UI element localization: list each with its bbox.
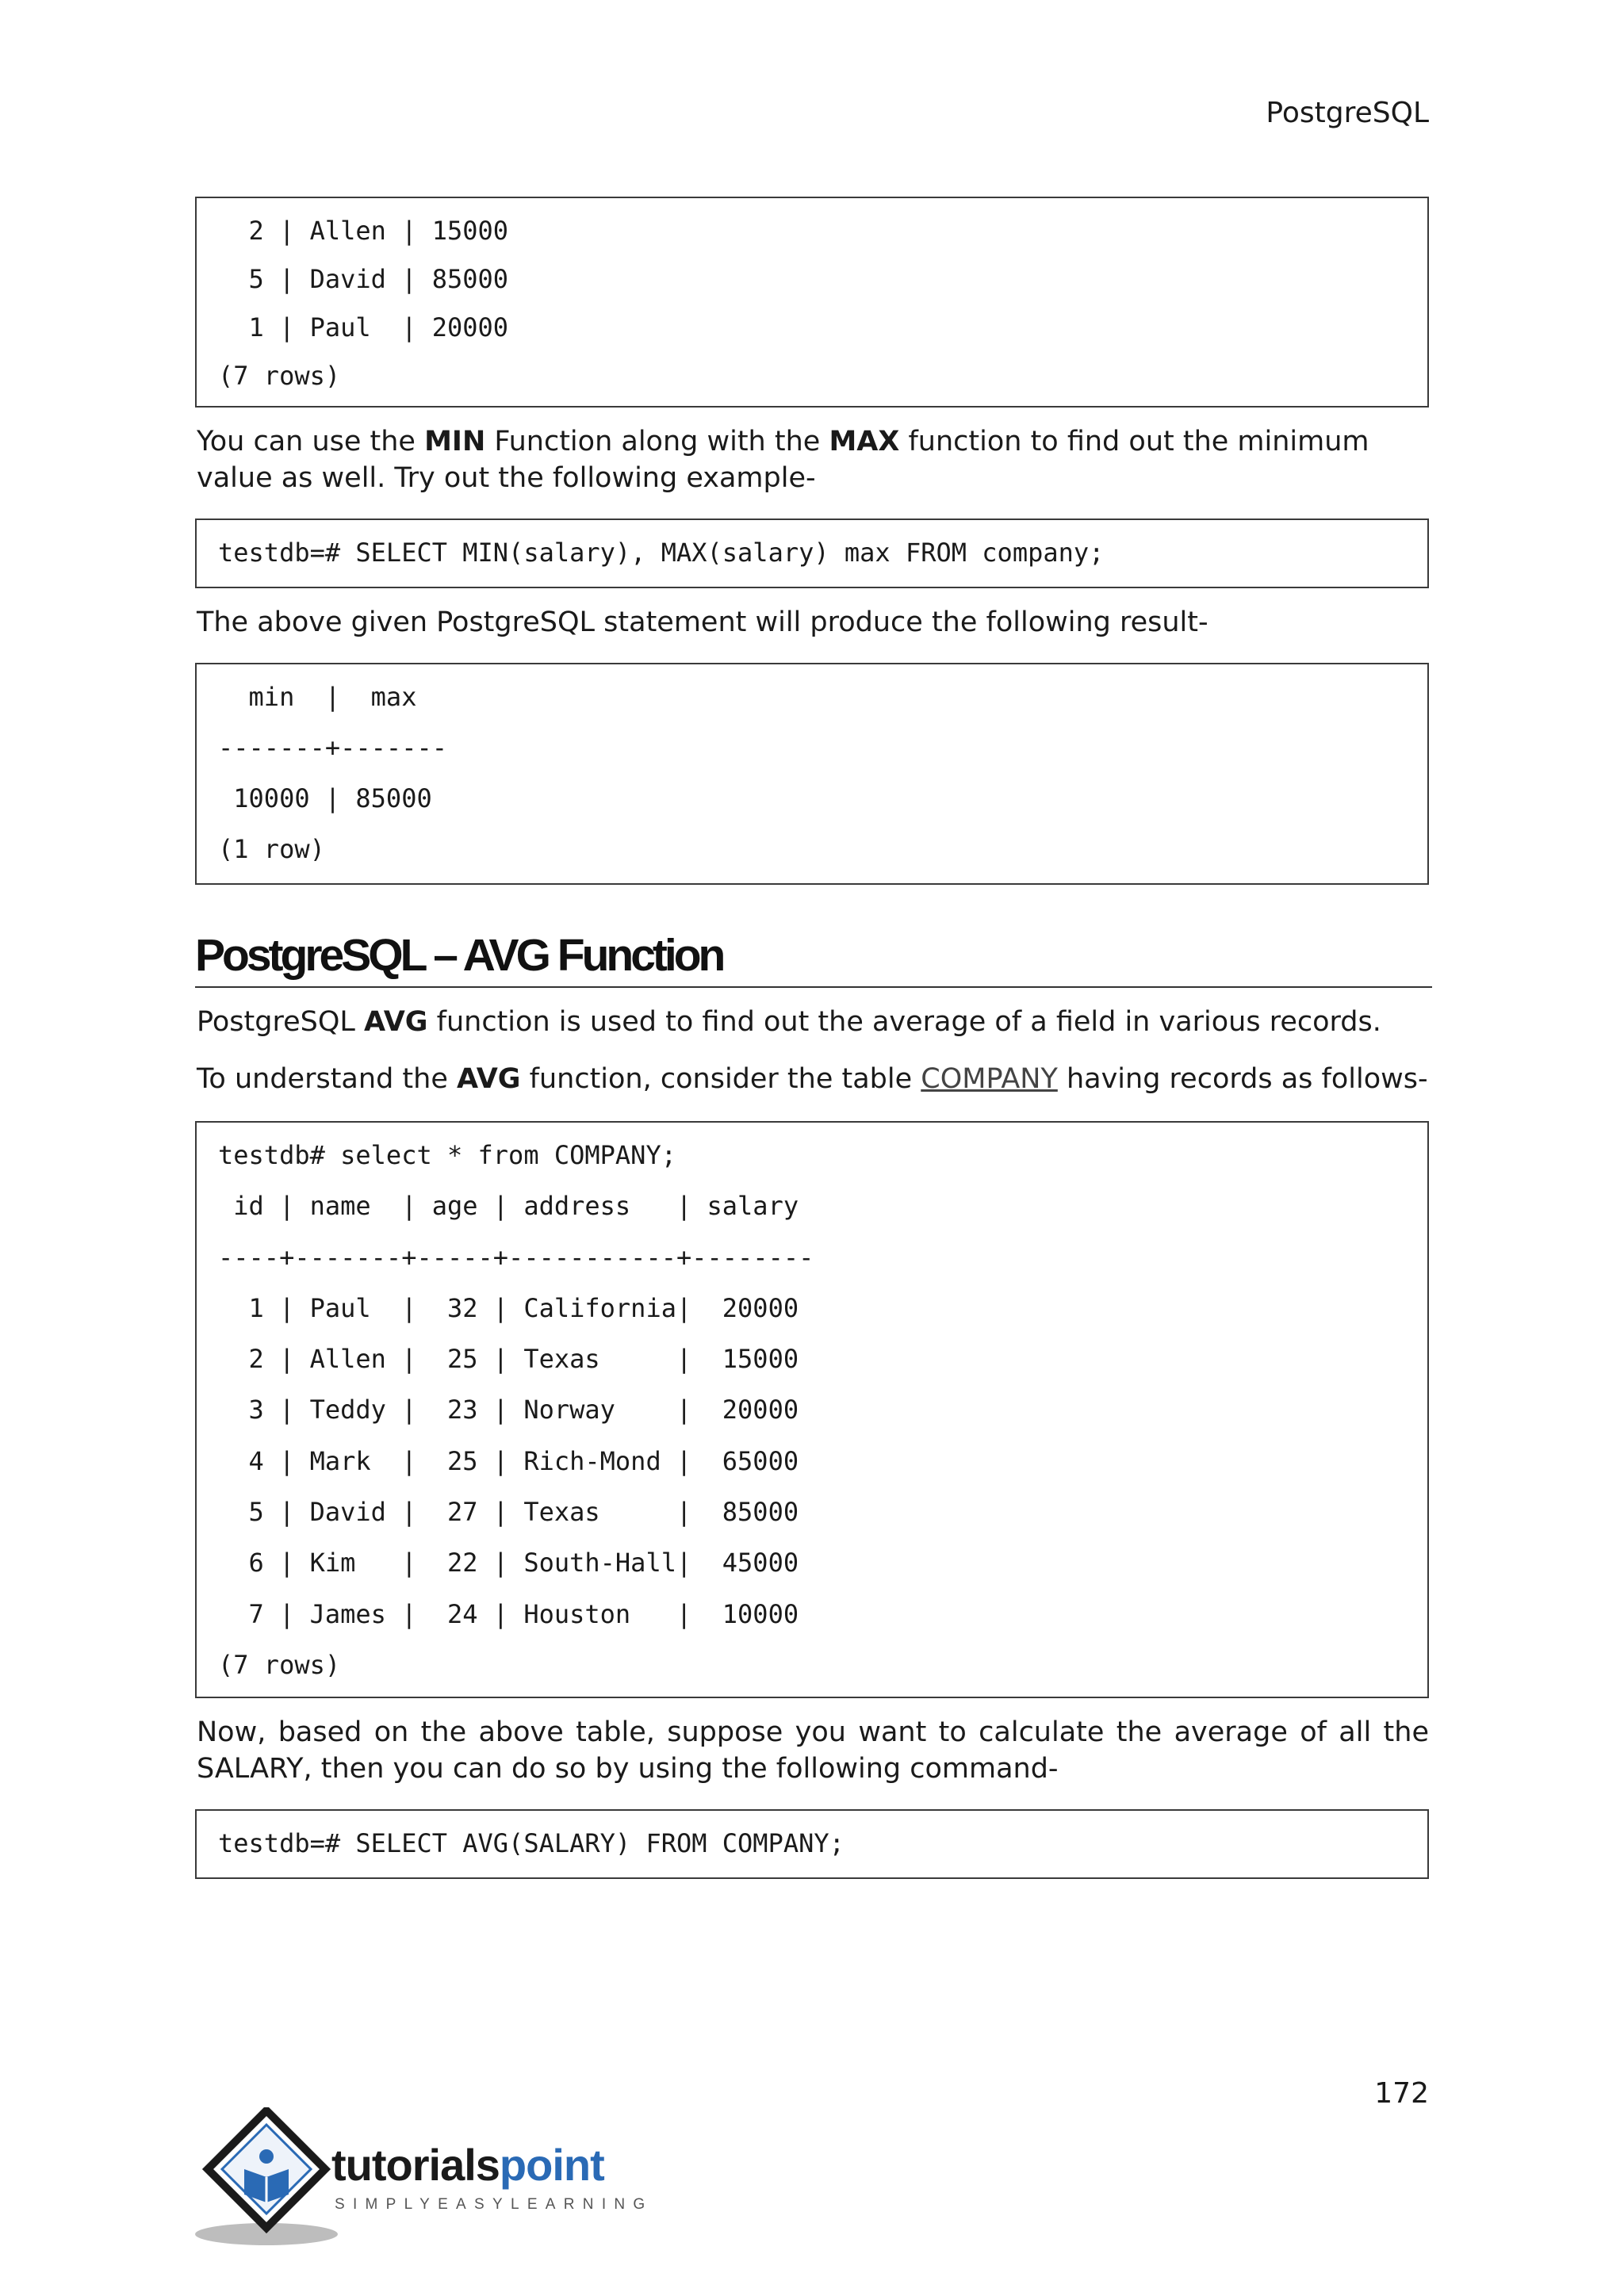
paragraph-result-intro: The above given PostgreSQL statement will produce the following result- xyxy=(197,607,1208,638)
paragraph-avg-definition xyxy=(197,1004,1429,1040)
code-line: id | name | age | address | salary xyxy=(218,1191,799,1222)
svg-text:SIMPLYEASYLEARNING: SIMPLYEASYLEARNING xyxy=(335,2196,653,2213)
text-run: function is used to find out the average of a field in various records. xyxy=(427,1006,1381,1038)
bold-term: AVG xyxy=(364,1006,428,1038)
running-header: PostgreSQL xyxy=(1266,97,1429,129)
code-line: 2 | Allen | 15000 xyxy=(218,216,509,246)
text-run: Function along with the xyxy=(485,426,829,457)
code-line: 1 | Paul | 32 | California| 20000 xyxy=(218,1292,799,1323)
code-line: 7 | James | 24 | Houston | 10000 xyxy=(218,1598,799,1629)
logo-graphic xyxy=(195,2107,671,2250)
code-line: 5 | David | 85000 xyxy=(218,264,509,294)
code-line: ----+-------+-----+-----------+-------- xyxy=(218,1242,814,1272)
code-line: testdb=# SELECT AVG(SALARY) FROM COMPANY; xyxy=(218,1828,845,1858)
code-line: -------+------- xyxy=(218,733,447,763)
tutorialspoint-logo xyxy=(195,2107,671,2250)
bold-term: AVG xyxy=(456,1063,521,1095)
paragraph-min-max xyxy=(197,423,1429,496)
text-run: function, consider the table xyxy=(520,1063,921,1095)
bold-term: MAX xyxy=(829,426,900,457)
paragraph-avg-command-intro: Now, based on the above table, suppose you want to calculate the average of all the SALARY, then you can do so by using the following command- xyxy=(197,1716,1429,1785)
code-line: min | max xyxy=(218,682,417,712)
page-number: 172 xyxy=(1374,2077,1429,2110)
text-run: You can use the xyxy=(197,426,425,457)
code-line: 3 | Teddy | 23 | Norway | 20000 xyxy=(218,1395,799,1425)
code-line: 4 | Mark | 25 | Rich-Mond | 65000 xyxy=(218,1445,799,1476)
code-line: 1 | Paul | 20000 xyxy=(218,312,509,342)
code-line: 5 | David | 27 | Texas | 85000 xyxy=(218,1497,799,1528)
code-line: 10000 | 85000 xyxy=(218,783,432,813)
code-block-min-max-result xyxy=(195,663,1429,885)
code-line: (1 row) xyxy=(218,834,325,864)
code-block-avg-query xyxy=(195,1809,1429,1879)
svg-text:tutorialspoint: tutorialspoint xyxy=(331,2140,604,2190)
code-line: testdb=# SELECT MIN(salary), MAX(salary) max FROM company; xyxy=(218,538,1105,568)
code-block-min-max-query xyxy=(195,519,1429,588)
text-run: function to find out the minimum value as well. Try out the following example- xyxy=(197,426,1369,494)
company-link[interactable]: COMPANY xyxy=(921,1063,1058,1095)
paragraph-avg-company xyxy=(197,1061,1429,1097)
bold-term: MIN xyxy=(424,426,486,457)
text-run: having records as follows- xyxy=(1057,1063,1428,1095)
code-block-company-table xyxy=(195,1121,1429,1698)
text-run: To understand the xyxy=(197,1063,457,1095)
code-line: (7 rows) xyxy=(218,1649,341,1680)
text-run: PostgreSQL xyxy=(197,1006,364,1038)
code-line: testdb# select * from COMPANY; xyxy=(218,1140,676,1170)
code-line: 6 | Kim | 22 | South-Hall| 45000 xyxy=(218,1548,799,1578)
code-line: 2 | Allen | 25 | Texas | 15000 xyxy=(218,1344,799,1375)
code-line: (7 rows) xyxy=(218,361,341,391)
section-heading: PostgreSQL – AVG Function xyxy=(195,928,1432,988)
code-block-result-tail xyxy=(195,197,1429,408)
